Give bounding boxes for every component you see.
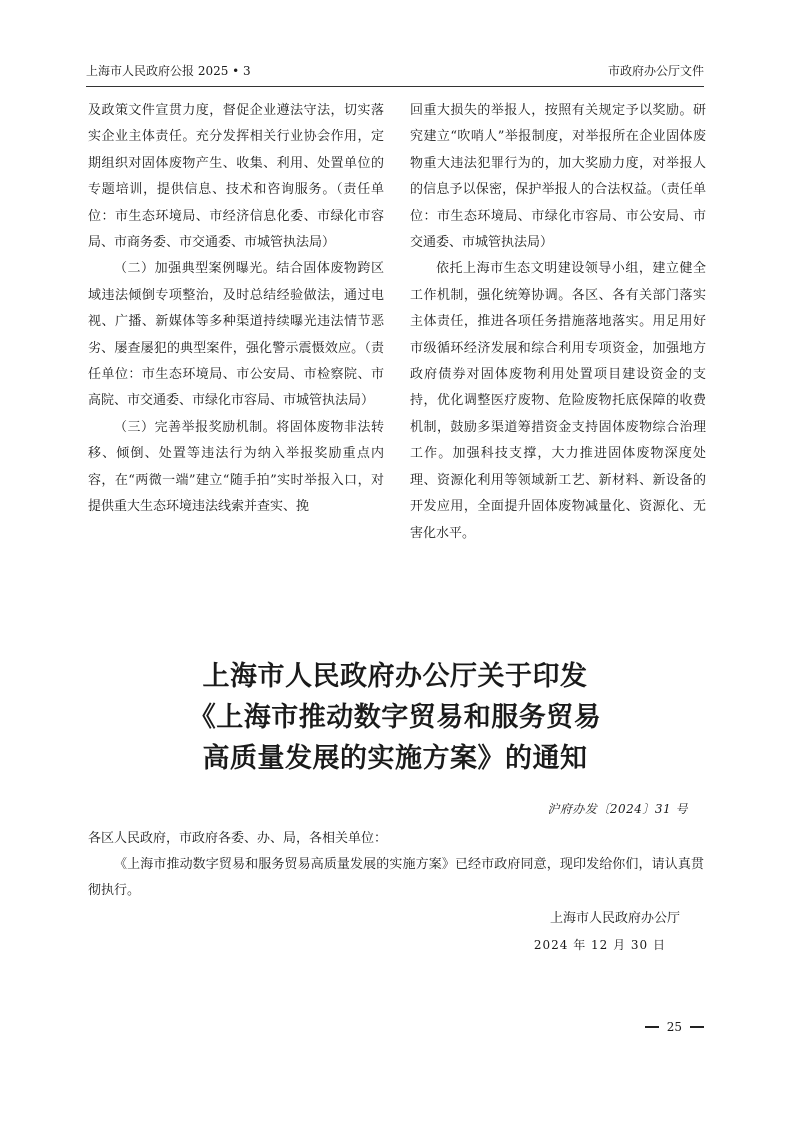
title-line-2: 《上海市推动数字贸易和服务贸易 bbox=[188, 702, 602, 733]
left-column bbox=[88, 98, 384, 521]
notice-body: 《上海市推动数字贸易和服务贸易高质量发展的实施方案》已经市政府同意，现印发给你们，请认真贯彻执行。 bbox=[88, 857, 704, 898]
left-paragraph-2: （二）加强典型案例曝光。结合固体废物跨区域违法倾倒专项整治，及时总结经验做法，通过电视、广播、新媒体等多种渠道持续曝光违法情节恶劣、屡查屡犯的典型案件，强化警示震慑效应。（责任单位：市生态环境局、市公安局、市检察院、市高院、市交通委、市绿化市容局、市城管执法局） bbox=[88, 261, 384, 409]
page-dash-left bbox=[645, 1026, 659, 1028]
right-column bbox=[410, 98, 706, 547]
page-header bbox=[86, 62, 704, 79]
title-line-1: 上海市人民政府办公厅关于印发 bbox=[202, 661, 588, 692]
publication-name: 上海市人民政府公报 2025 • 3 bbox=[86, 64, 251, 78]
page-number bbox=[600, 1020, 704, 1034]
right-paragraph-2: 依托上海市生态文明建设领导小组，建立健全工作机制，强化统筹协调。各区、各有关部门落实主体责任，推进各项任务措施落地落实。用足用好市级循环经济发展和综合利用专项资金，加强地方政府债券对固体废物利用处置项目建设资金的支持，优化调整医疗废物、危险废物托底保障的收费机制，鼓励多渠道筹措资金支持固体废物综合治理工作。加强科技支撑，大力推进固体废物深度处理、资源化利用等领域新工艺、新材料、新设备的开发应用，全面提升固体废物减量化、资源化、无害化水平。 bbox=[410, 261, 706, 541]
signer: 上海市人民政府办公厅 bbox=[549, 911, 680, 926]
header-divider bbox=[86, 86, 704, 87]
signature-date: 2024 年 12 月 30 日 bbox=[533, 938, 666, 952]
addressee: 各区人民政府，市政府各委、办、局，各相关单位： bbox=[88, 831, 388, 846]
page-number-value: 25 bbox=[666, 1020, 682, 1034]
document-number: 沪府办发〔2024〕31 号 bbox=[547, 802, 688, 816]
right-paragraph-1: 回重大损失的举报人，按照有关规定予以奖励。研究建立“吹哨人”举报制度，对举报所在企业固体废物重大违法犯罪行为的，加大奖励力度，对举报人的信息予以保密，保护举报人的合法权益。（责任单位：市生态环境局、市绿化市容局、市公安局、市交通委、市城管执法局） bbox=[410, 103, 706, 251]
left-paragraph-1: 及政策文件宣贯力度，督促企业遵法守法，切实落实企业主体责任。充分发挥相关行业协会作用，定期组织对固体废物产生、收集、利用、处置单位的专题培训，提供信息、技术和咨询服务。（责任单位：市生态环境局、市经济信息化委、市绿化市容局、市商务委、市交通委、市城管执法局） bbox=[88, 103, 384, 251]
left-paragraph-3: （三）完善举报奖励机制。将固体废物非法转移、倾倒、处置等违法行为纳入举报奖励重点内容，在“两微一端”建立“随手拍”实时举报入口，对提供重大生态环境违法线索并查实、挽 bbox=[88, 419, 384, 515]
notice-title bbox=[86, 656, 704, 779]
section-name: 市政府办公厅文件 bbox=[607, 64, 704, 78]
title-line-3: 高质量发展的实施方案》的通知 bbox=[202, 743, 588, 774]
page-dash-right bbox=[690, 1026, 704, 1028]
